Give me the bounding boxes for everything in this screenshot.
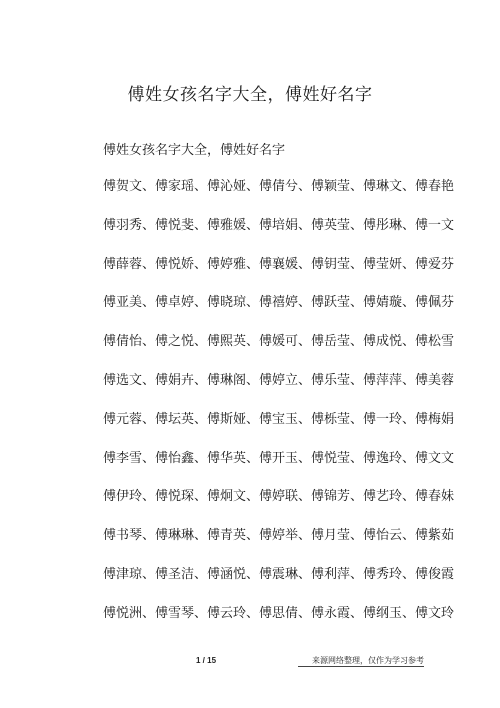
name-row: 傅书琴、傅琳琳、傅青英、傅婷举、傅月莹、傅怡云、傅紫茹 (103, 528, 455, 544)
name-row: 傅伊玲、傅悦琛、傅炯文、傅婷联、傅锦芳、傅艺玲、傅春妹 (103, 489, 455, 505)
document-title: 傅姓女孩名字大全，傅姓好名字 (127, 85, 373, 105)
name-row: 傅元蓉、傅坛英、傅斯娅、傅宝玉、傅栎莹、傅一玲、傅梅娟 (103, 411, 455, 427)
name-row: 傅薛蓉、傅悦娇、傅婷雅、傅襄媛、傅钥莹、傅莹妍、傅爱芬 (103, 256, 455, 272)
name-row: 傅悦洲、傅雪琴、傅云玲、傅思倩、傅永霞、傅纲玉、傅文玲 (103, 605, 455, 621)
name-row: 傅津琼、傅圣洁、傅涵悦、傅震琳、傅利萍、傅秀玲、傅俊霞 (103, 566, 455, 582)
footer-note: 来源网络整理，仅作为学习参考 (300, 655, 424, 667)
name-row: 傅倩怡、傅之悦、傅熙英、傅媛可、傅岳莹、傅成悦、傅松雪 (103, 334, 455, 350)
names-list (103, 174, 455, 640)
document-subtitle: 傅姓女孩名字大全，傅姓好名字 (103, 143, 286, 158)
name-row: 傅选文、傅娟卉、傅琳阁、傅婷立、傅乐莹、傅萍萍、傅美蓉 (103, 372, 455, 388)
name-row: 傅亚美、傅卓婷、傅晓琼、傅禧婷、傅跃莹、傅婧璇、傅佩芬 (103, 295, 455, 311)
page-indicator: 1 / 15 (196, 656, 217, 665)
name-row: 傅羽秀、傅悦斐、傅雅媛、傅培娟、傅英莹、傅彤琳、傅一文 (103, 217, 455, 233)
name-row: 傅李雪、傅怡鑫、傅华英、傅开玉、傅悦莹、傅逸玲、傅文文 (103, 450, 455, 466)
name-row: 傅贺文、傅家瑶、傅沁娅、傅倩兮、傅颖莹、傅琳文、傅春艳 (103, 179, 455, 194)
